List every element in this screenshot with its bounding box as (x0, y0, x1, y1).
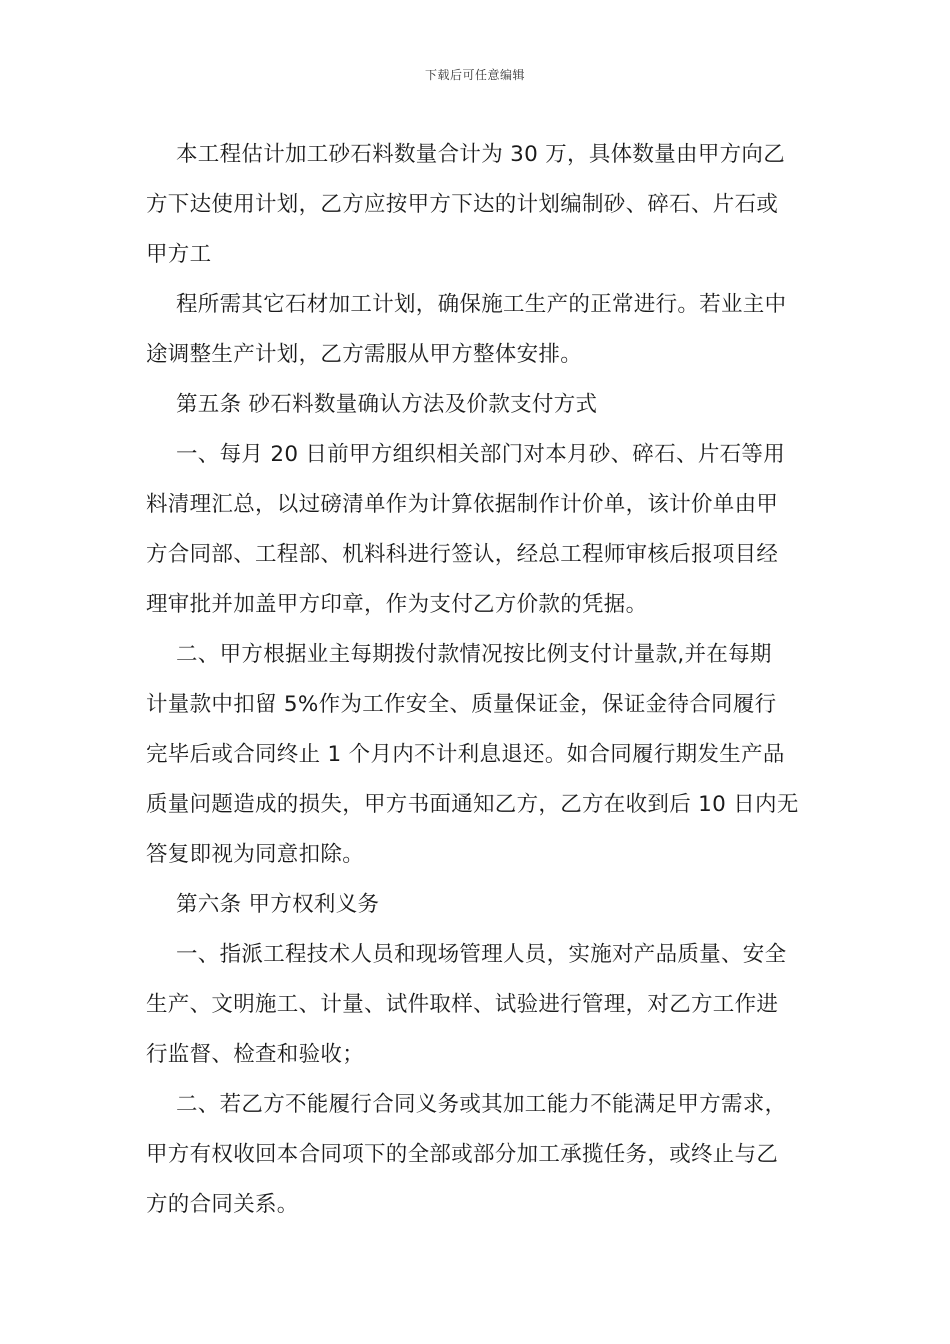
text-line: 甲方工 (146, 242, 212, 267)
header-note: 下载后可任意编辑 (424, 68, 525, 82)
text-line: 料清理汇总，以过磅清单作为计算依据制作计价单，该计价单由甲 (146, 492, 779, 517)
text-line: 甲方有权收回本合同项下的全部或部分加工承揽任务，或终止与乙 (146, 1142, 779, 1167)
text-line: 一、指派工程技术人员和现场管理人员，实施对产品质量、安全 (176, 942, 787, 967)
text-line: 质量问题造成的损失，甲方书面通知乙方，乙方在收到后 10 日内无 (146, 792, 799, 817)
text-line: 程所需其它石材加工计划，确保施工生产的正常进行。若业主中 (176, 292, 787, 317)
text-line: 方的合同关系。 (146, 1192, 299, 1217)
section-heading: 第六条 甲方权利义务 (176, 892, 380, 917)
text-line: 一、每月 20 日前甲方组织相关部门对本月砂、碎石、片石等用 (176, 442, 786, 467)
text-line: 方下达使用计划，乙方应按甲方下达的计划编制砂、碎石、片石或 (146, 192, 779, 217)
text-line: 途调整生产计划，乙方需服从甲方整体安排。 (146, 342, 583, 367)
text-line: 二、若乙方不能履行合同义务或其加工能力不能满足甲方需求， (176, 1092, 787, 1117)
text-line: 本工程估计加工砂石料数量合计为 30 万，具体数量由甲方向乙 (176, 142, 786, 167)
text-line: 理审批并加盖甲方印章，作为支付乙方价款的凭据。 (146, 592, 648, 617)
text-line: 答复即视为同意扣除。 (146, 842, 365, 867)
document-body (146, 130, 806, 1230)
text-line: 完毕后或合同终止 1 个月内不计利息退还。如合同履行期发生产品 (146, 742, 785, 767)
section-heading: 第五条 砂石料数量确认方法及价款支付方式 (176, 392, 598, 417)
text-line: 生产、文明施工、计量、试件取样、试验进行管理，对乙方工作进 (146, 992, 779, 1017)
text-line: 计量款中扣留 5%作为工作安全、质量保证金，保证金待合同履行 (146, 692, 777, 717)
text-line: 二、甲方根据业主每期拨付款情况按比例支付计量款,并在每期 (176, 642, 772, 667)
text-line: 行监督、检查和验收； (146, 1042, 365, 1067)
text-line: 方合同部、工程部、机料科进行签认，经总工程师审核后报项目经 (146, 542, 779, 567)
